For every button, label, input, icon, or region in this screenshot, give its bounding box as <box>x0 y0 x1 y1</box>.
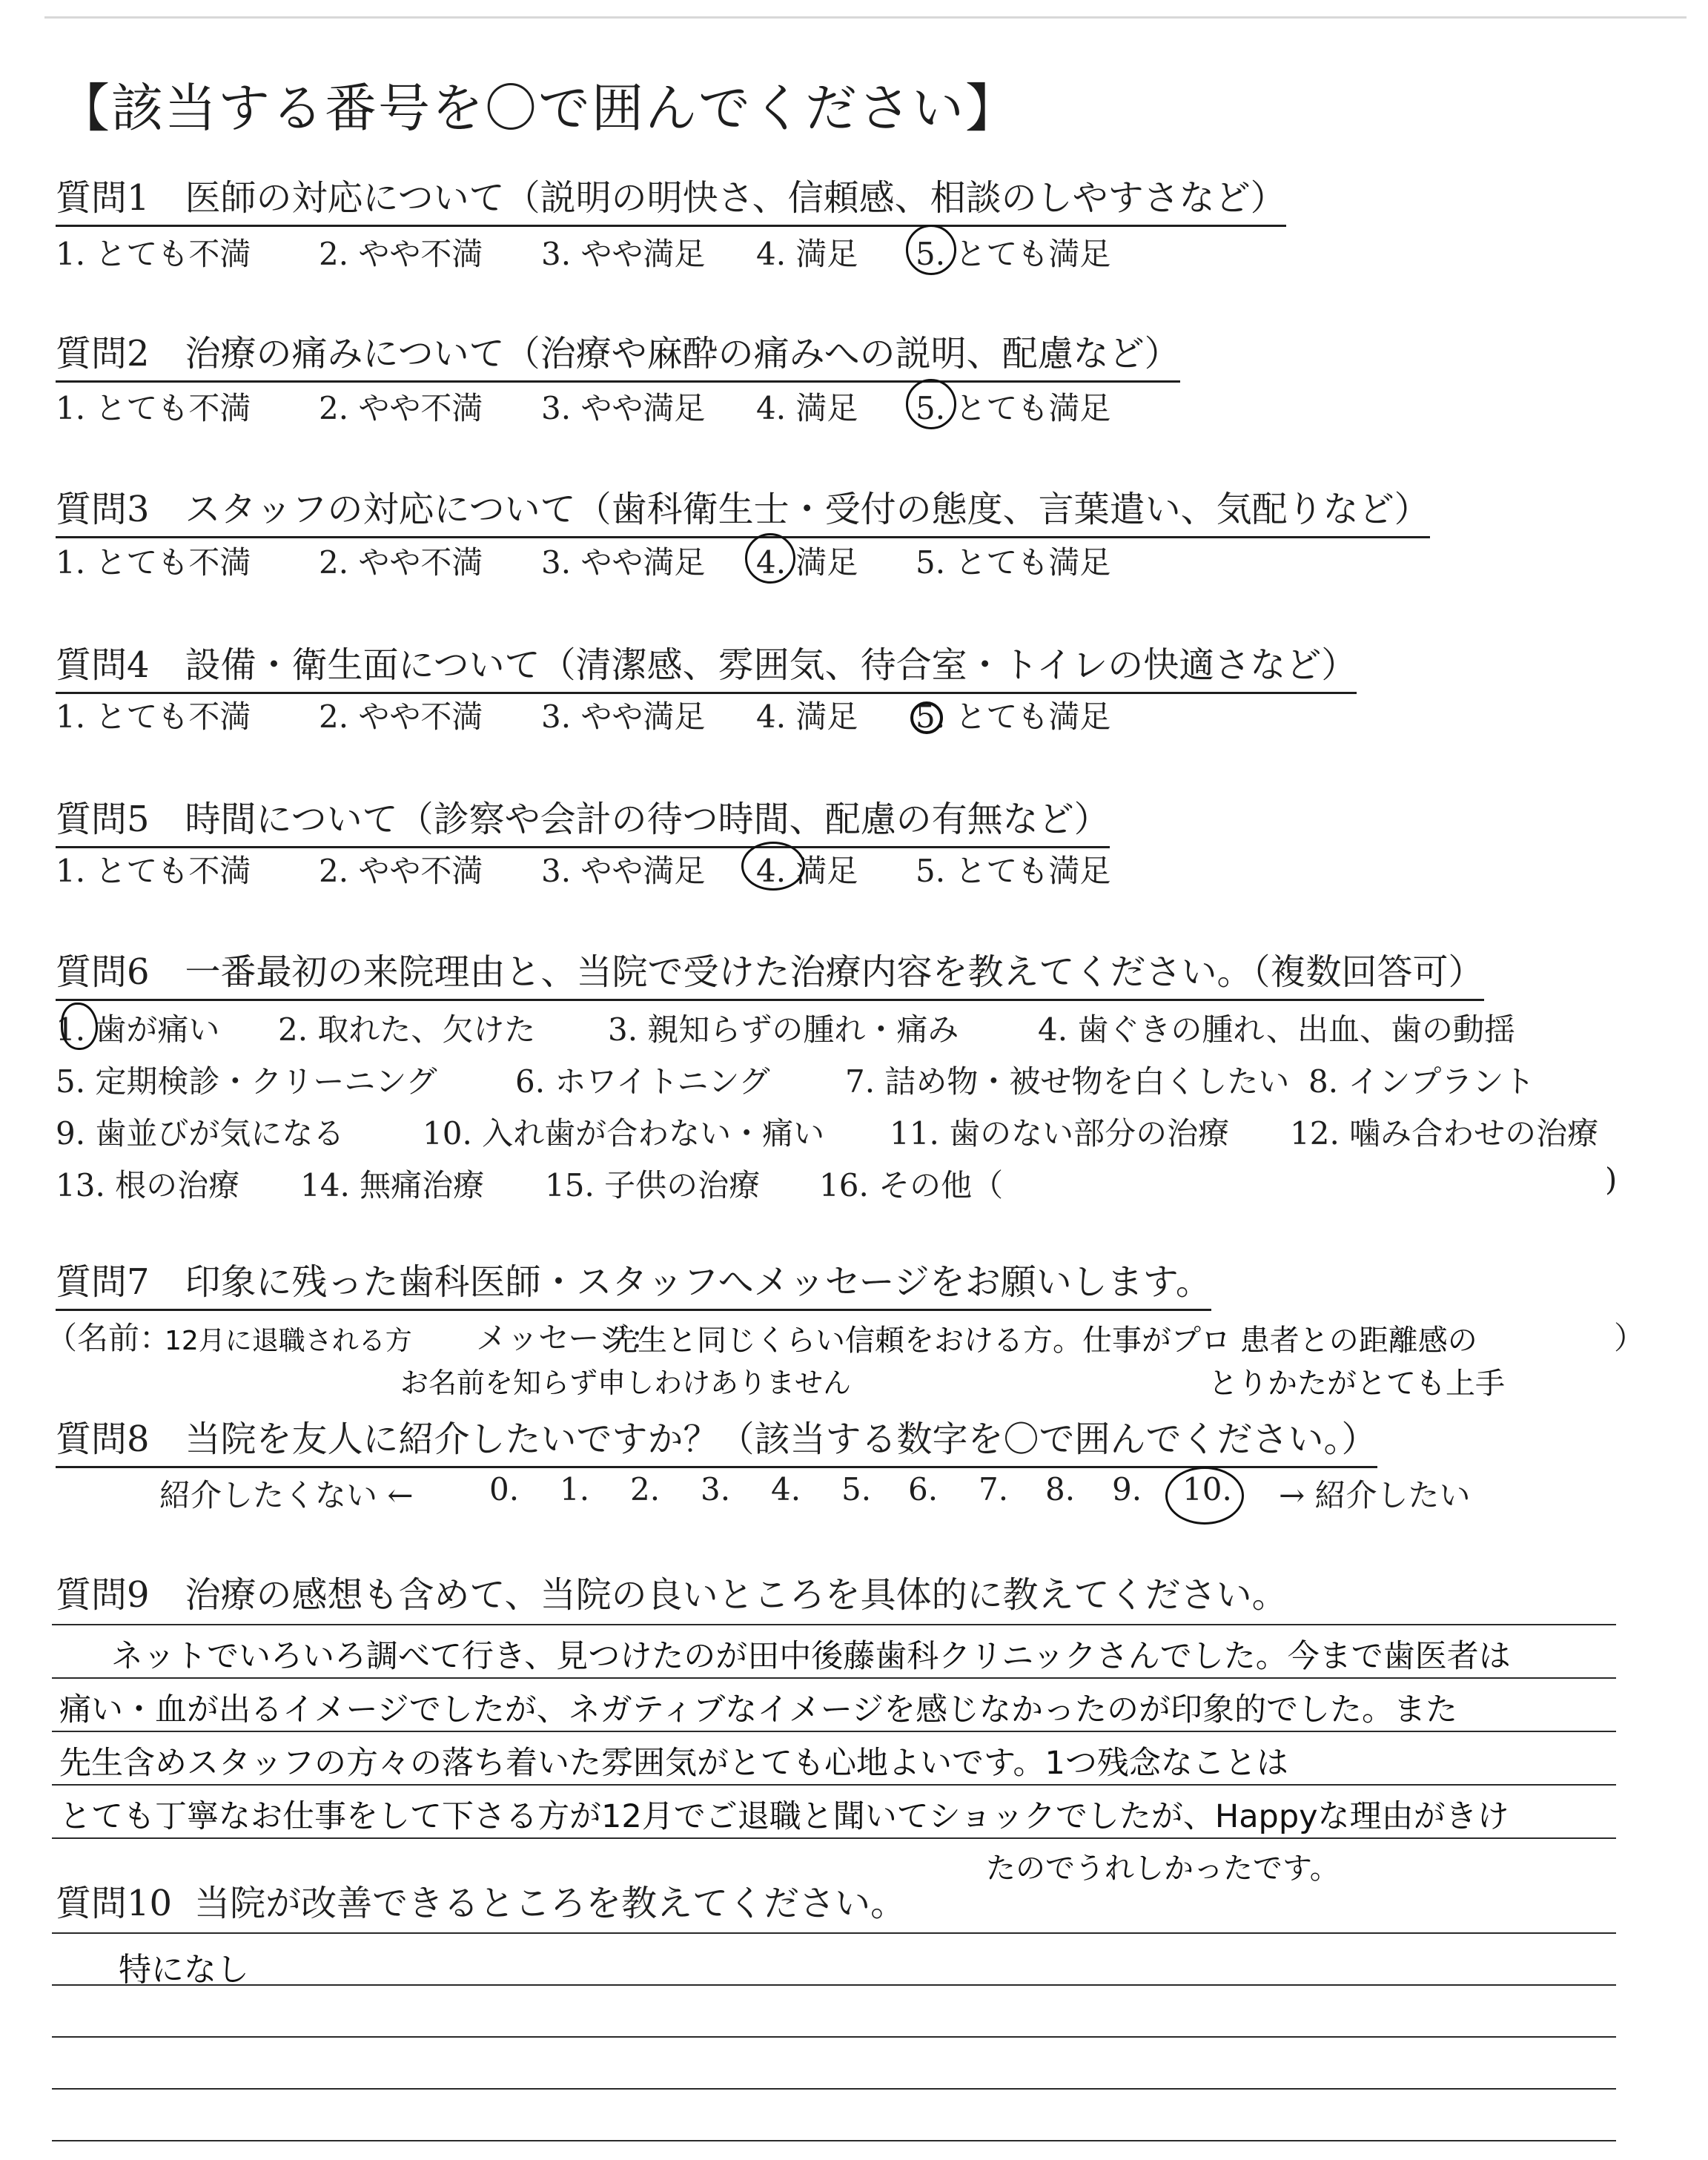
q4-number: 質問4 <box>56 644 150 686</box>
q10-line-1 <box>52 1932 1616 1934</box>
q4-selection-circle <box>910 701 943 734</box>
q7-handwritten-message[interactable]: 先生と同じくらい信頼をおける方。仕事がプロ 患者との距離感の <box>608 1324 1477 1358</box>
q7-handwritten-name[interactable]: 12月に退職される方 <box>165 1326 412 1356</box>
q7-number: 質問7 <box>56 1261 150 1303</box>
q6-option-2[interactable]: 2. 取れた、欠けた <box>278 1011 536 1048</box>
q2-title <box>56 325 1180 383</box>
q6-number: 質問6 <box>56 951 150 993</box>
q10-text: 当院が改善できるところを教えてください。 <box>194 1883 907 1924</box>
page-heading: 【該当する番号を〇で囲んでください】 <box>58 78 1019 139</box>
q5-title <box>56 790 1110 848</box>
q9-line-4 <box>52 1784 1616 1786</box>
q6-option-14[interactable]: 14. 無痛治療 <box>300 1167 485 1203</box>
q1-option-4[interactable]: 4. 満足 <box>756 236 858 272</box>
q9-line-5 <box>52 1837 1616 1839</box>
q7-handwritten-line-2[interactable]: お名前を知らず申しわけありません <box>400 1367 852 1399</box>
q6-option-11[interactable]: 11. 歯のない部分の治療 <box>890 1115 1230 1152</box>
q10-line-5 <box>52 2140 1616 2141</box>
q1-option-3[interactable]: 3. やや満足 <box>541 236 706 272</box>
q6-option-1[interactable]: 1. 歯が痛い <box>56 1011 220 1048</box>
q6-option-3[interactable]: 3. 親知らずの腫れ・痛み <box>608 1011 959 1048</box>
q4-option-4[interactable]: 4. 満足 <box>756 698 858 735</box>
q6-option-6[interactable]: 6. ホワイトニング <box>515 1063 770 1100</box>
q1-option-5[interactable]: 5. とても満足 <box>916 236 1111 272</box>
q3-option-2[interactable]: 2. やや不満 <box>319 544 483 581</box>
q7-message-label: メッセージ： <box>476 1320 661 1356</box>
q8-option-2[interactable]: 2. <box>630 1471 661 1507</box>
q9-answer-line-2[interactable]: 痛い・血が出るイメージでしたが、ネガティブなイメージを感じなかったのが印象的でした。また <box>59 1691 1457 1728</box>
q5-number: 質問5 <box>56 799 150 840</box>
q3-option-5[interactable]: 5. とても満足 <box>916 544 1111 581</box>
q5-option-1[interactable]: 1. とても不満 <box>56 853 251 889</box>
q9-line-3 <box>52 1731 1616 1732</box>
q6-selection-circle <box>61 1003 98 1050</box>
q8-title <box>56 1410 1377 1468</box>
q6-option-15[interactable]: 15. 子供の治療 <box>545 1167 761 1203</box>
q2-option-3[interactable]: 3. やや満足 <box>541 390 706 426</box>
q6-option-16[interactable]: 16. その他（ <box>819 1167 1004 1203</box>
q2-option-5[interactable]: 5. とても満足 <box>916 390 1111 426</box>
q2-selection-circle <box>906 379 956 429</box>
q1-selection-circle <box>906 225 956 275</box>
q1-title <box>56 169 1286 227</box>
q9-line-2 <box>52 1677 1616 1679</box>
q8-option-0[interactable]: 0. <box>489 1471 520 1507</box>
q5-selection-circle <box>741 842 805 891</box>
q3-text: スタッフの対応について（歯科衛生士・受付の態度、言葉遣い、気配りなど） <box>185 489 1430 530</box>
q10-answer[interactable]: 特になし <box>119 1951 249 1989</box>
q4-title <box>56 636 1357 694</box>
q9-answer-line-5[interactable]: たのでうれしかったです。 <box>986 1852 1340 1886</box>
q6-option-10[interactable]: 10. 入れ歯が合わない・痛い <box>423 1115 825 1152</box>
q8-right-label: → 紹介したい <box>1279 1477 1471 1513</box>
q8-option-3[interactable]: 3. <box>701 1471 731 1507</box>
q1-option-1[interactable]: 1. とても不満 <box>56 236 251 272</box>
q9-answer-line-3[interactable]: 先生含めスタッフの方々の落ち着いた雰囲気がとても心地よいです。1つ残念なことは <box>59 1745 1288 1782</box>
q6-option-8[interactable]: 8. インプラント <box>1308 1063 1535 1100</box>
q9-line-1 <box>52 1624 1616 1625</box>
q2-option-1[interactable]: 1. とても不満 <box>56 390 251 426</box>
q3-number: 質問3 <box>56 489 150 530</box>
q4-option-1[interactable]: 1. とても不満 <box>56 698 251 735</box>
q3-option-1[interactable]: 1. とても不満 <box>56 544 251 581</box>
q2-option-4[interactable]: 4. 満足 <box>756 390 858 426</box>
q7-title <box>56 1253 1211 1311</box>
q10-number: 質問10 <box>56 1883 173 1924</box>
q6-option-4[interactable]: 4. 歯ぐきの腫れ、出血、歯の動揺 <box>1038 1011 1515 1048</box>
q6-option-7[interactable]: 7. 詰め物・被せ物を白くしたい <box>845 1063 1290 1100</box>
q6-other-close: ) <box>1605 1161 1618 1198</box>
q8-number: 質問8 <box>56 1418 150 1460</box>
q8-option-10[interactable]: 10. <box>1182 1471 1232 1507</box>
q9-title <box>56 1566 1288 1622</box>
q8-left-label: 紹介したくない ← <box>159 1477 414 1513</box>
q1-number: 質問1 <box>56 177 150 219</box>
q9-number: 質問9 <box>56 1574 150 1616</box>
q10-title <box>56 1875 906 1930</box>
q2-number: 質問2 <box>56 333 150 374</box>
q8-option-8[interactable]: 8. <box>1045 1471 1076 1507</box>
q3-option-3[interactable]: 3. やや満足 <box>541 544 706 581</box>
q1-text: 医師の対応について（説明の明快さ、信頼感、相談のしやすさなど） <box>185 177 1286 219</box>
q6-option-12[interactable]: 12. 噛み合わせの治療 <box>1290 1115 1599 1152</box>
q9-text: 治療の感想も含めて、当院の良いところを具体的に教えてください。 <box>185 1574 1288 1616</box>
q6-option-13[interactable]: 13. 根の治療 <box>56 1167 240 1203</box>
q2-text: 治療の痛みについて（治療や麻酔の痛みへの説明、配慮など） <box>185 333 1180 374</box>
q7-text: 印象に残った歯科医師・スタッフへメッセージをお願いします。 <box>185 1261 1211 1303</box>
q3-title <box>56 480 1430 538</box>
q4-option-2[interactable]: 2. やや不満 <box>319 698 483 735</box>
q9-answer-line-1[interactable]: ネットでいろいろ調べて行き、見つけたのが田中後藤歯科クリニックさんでした。今まで歯医者は <box>111 1638 1511 1675</box>
q5-option-4[interactable]: 4. 満足 <box>756 853 858 889</box>
q7-handwritten-line-3[interactable]: とりかたがとても上手 <box>1208 1367 1505 1401</box>
q8-option-4[interactable]: 4. <box>771 1471 801 1507</box>
q8-option-1[interactable]: 1. <box>560 1471 590 1507</box>
q3-option-4[interactable]: 4. 満足 <box>756 544 858 581</box>
q5-option-3[interactable]: 3. やや満足 <box>541 853 706 889</box>
q8-option-6[interactable]: 6. <box>908 1471 939 1507</box>
q6-option-9[interactable]: 9. 歯並びが気になる <box>56 1115 345 1152</box>
q8-option-5[interactable]: 5. <box>841 1471 872 1507</box>
q8-option-7[interactable]: 7. <box>979 1471 1009 1507</box>
q1-option-2[interactable]: 2. やや不満 <box>319 236 483 272</box>
q7-name-label: （名前： <box>46 1320 171 1356</box>
q10-line-4 <box>52 2088 1616 2090</box>
q8-option-9[interactable]: 9. <box>1112 1471 1142 1507</box>
q4-text: 設備・衛生面について（清潔感、雰囲気、待合室・トイレの快適さなど） <box>185 644 1357 686</box>
q8-selection-circle <box>1165 1467 1244 1525</box>
q5-text: 時間について（診察や会計の待つ時間、配慮の有無など） <box>185 799 1110 840</box>
q9-answer-line-4[interactable]: とても丁寧なお仕事をして下さる方が12月でご退職と聞いてショックでしたが、Happyな理由がきけ <box>59 1798 1509 1835</box>
q8-text: 当院を友人に紹介したいですか？（該当する数字を〇で囲んでください。） <box>185 1418 1377 1460</box>
q5-option-5[interactable]: 5. とても満足 <box>916 853 1111 889</box>
q6-text: 一番最初の来院理由と、当院で受けた治療内容を教えてください。（複数回答可） <box>185 951 1484 993</box>
q10-line-3 <box>52 2036 1616 2038</box>
q4-option-5[interactable]: 5. とても満足 <box>916 698 1111 735</box>
q3-selection-circle <box>745 533 795 584</box>
q5-option-2[interactable]: 2. やや不満 <box>319 853 483 889</box>
q6-option-5[interactable]: 5. 定期検診・クリーニング <box>56 1063 437 1100</box>
q10-line-2 <box>52 1984 1616 1986</box>
q7-close-paren: ） <box>1614 1320 1646 1356</box>
top-rule <box>44 16 1687 19</box>
q2-option-2[interactable]: 2. やや不満 <box>319 390 483 426</box>
q6-title <box>56 943 1484 1001</box>
q4-option-3[interactable]: 3. やや満足 <box>541 698 706 735</box>
